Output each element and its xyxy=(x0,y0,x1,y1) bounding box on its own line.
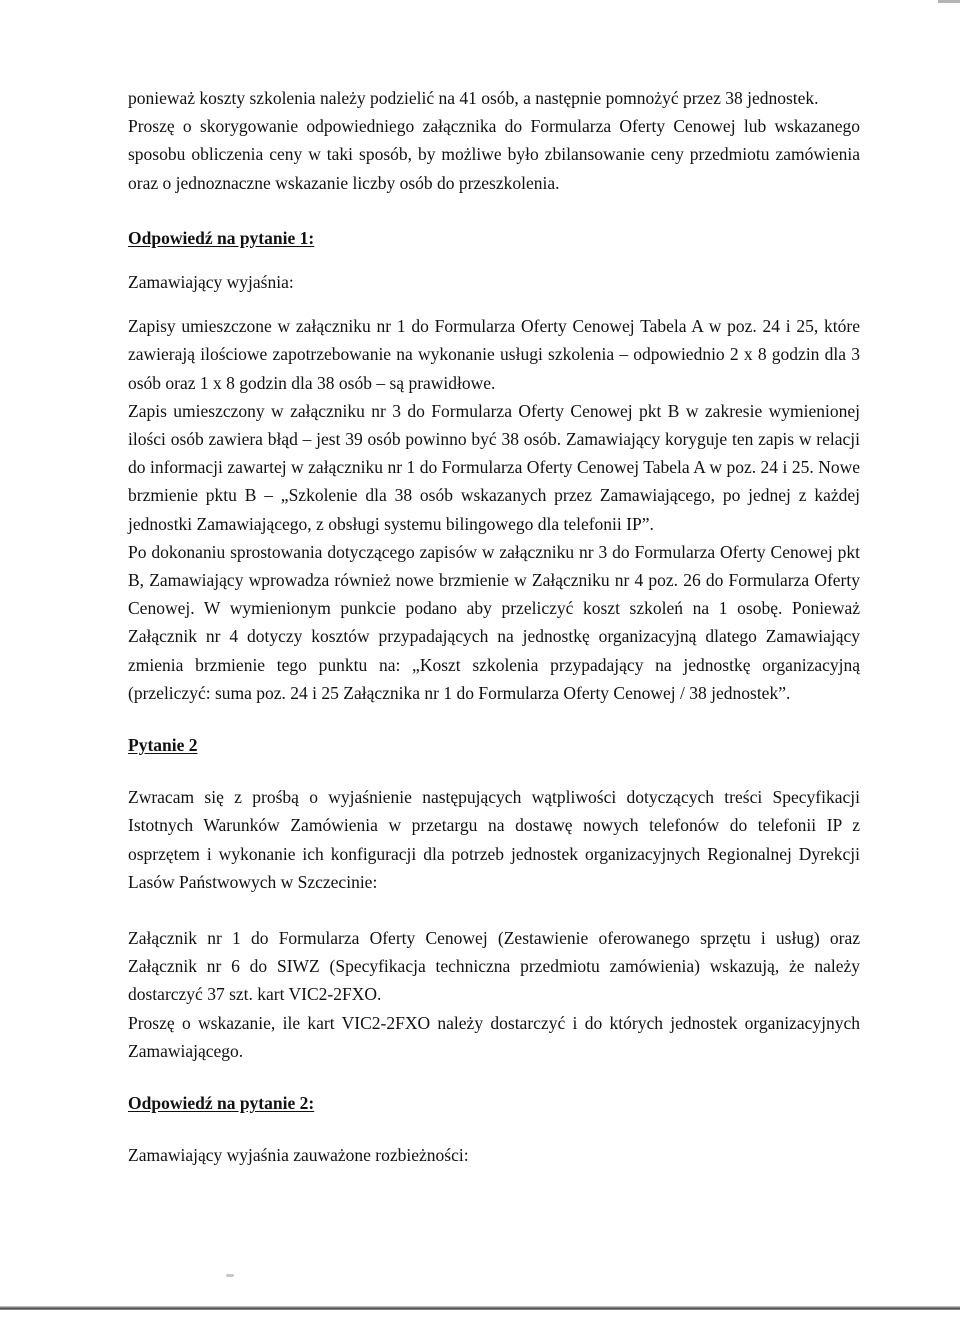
paragraph-explains: Zamawiający wyjaśnia: xyxy=(128,272,294,293)
heading-question-2: Pytanie 2 xyxy=(128,735,198,756)
scan-speck xyxy=(226,1274,234,1277)
scan-corner-mark xyxy=(938,0,960,3)
paragraph-cards-request: Proszę o wskazanie, ile kart VIC2-2FXO należy dostarczyć i do których jednostek organizacyjnych Zamawiającego. xyxy=(128,1012,860,1061)
scan-bottom-edge xyxy=(0,1306,960,1310)
paragraph-correction-request: Proszę o skorygowanie odpowiedniego załącznika do Formularza Oferty Cenowej lub wskazanego sposobu obliczenia ceny w taki sposób, by możliwe było zbilansowanie ceny przedmiotu zamówienia oraz o jednoznaczne wskazanie liczby osób do przeszkolenia. xyxy=(128,116,860,193)
paragraph-records-table-a: Zapisy umieszczone w załączniku nr 1 do Formularza Oferty Cenowej Tabela A w poz. 24 i 25, które zawierają ilościowe zapotrzebowanie na wykonanie usługi szkolenia – odpowiednio 2 x 8 godzin dla 3 osób oraz 1 x 8 godzin dla 38 osób – są prawidłowe. xyxy=(128,316,860,393)
heading-answer-1: Odpowiedź na pytanie 1: xyxy=(128,227,315,248)
paragraph-discrepancies: Zamawiający wyjaśnia zauważone rozbieżności: xyxy=(128,1145,469,1166)
paragraph-attachment-4-change: Po dokonaniu sprostowania dotyczącego zapisów w załączniku nr 3 do Formularza Oferty Cenowej pkt B, Zamawiający wprowadza również nowe brzmienie w Załączniku nr 4 poz. 26 do Formularza Oferty Cenowej. W wymienionym punkcie podano aby przeliczyć koszt szkoleń na 1 osobę. Ponieważ Załącznik nr 4 dotyczy kosztów przypadających na jednostkę organizacyjną dlatego Zamawiający zmienia brzmienie tego punktu na: „Koszt szkolenia przypadający na jednostkę organizacyjną (przeliczyć: suma poz. 24 i 25 Załącznika nr 1 do Formularza Oferty Cenowej / 38 jednostek”. xyxy=(128,541,860,703)
document-page xyxy=(128,84,860,1170)
paragraph-cost-division: ponieważ koszty szkolenia należy podzielić na 41 osób, a następnie pomnożyć przez 38 jednostek. xyxy=(128,88,819,108)
paragraph-cards-count: Załącznik nr 1 do Formularza Oferty Cenowej (Zestawienie oferowanego sprzętu i usług) oraz Załącznik nr 6 do SIWZ (Specyfikacja techniczna przedmiotu zamówienia) wskazują, że należy dostarczyć 37 szt. kart VIC2-2FXO. xyxy=(128,928,860,1005)
paragraph-attachment-3-error: Zapis umieszczony w załączniku nr 3 do Formularza Oferty Cenowej pkt B w zakresie wymienionej ilości osób zawiera błąd – jest 39 osób powinno być 38 osób. Zamawiający koryguje ten zapis w relacji do informacji zawartej w załączniku nr 1 do Formularza Oferty Cenowej Tabela A w poz. 24 i 25. Nowe brzmienie pktu B – „Szkolenie dla 38 osób wskazanych przez Zamawiającego, po jednej z każdej jednostki Zamawiającego, z obsługi systemu bilingowego dla telefonii IP”. xyxy=(128,400,860,534)
paragraph-question-2-intro: Zwracam się z prośbą o wyjaśnienie następujących wątpliwości dotyczących treści Specyfikacji Istotnych Warunków Zamówienia w przetargu na dostawę nowych telefonów do telefonii IP z osprzętem i wykonanie ich konfiguracji dla potrzeb jednostek organizacyjnych Regionalnej Dyrekcji Lasów Państwowych w Szczecinie: xyxy=(128,787,860,892)
heading-answer-2: Odpowiedź na pytanie 2: xyxy=(128,1093,315,1114)
